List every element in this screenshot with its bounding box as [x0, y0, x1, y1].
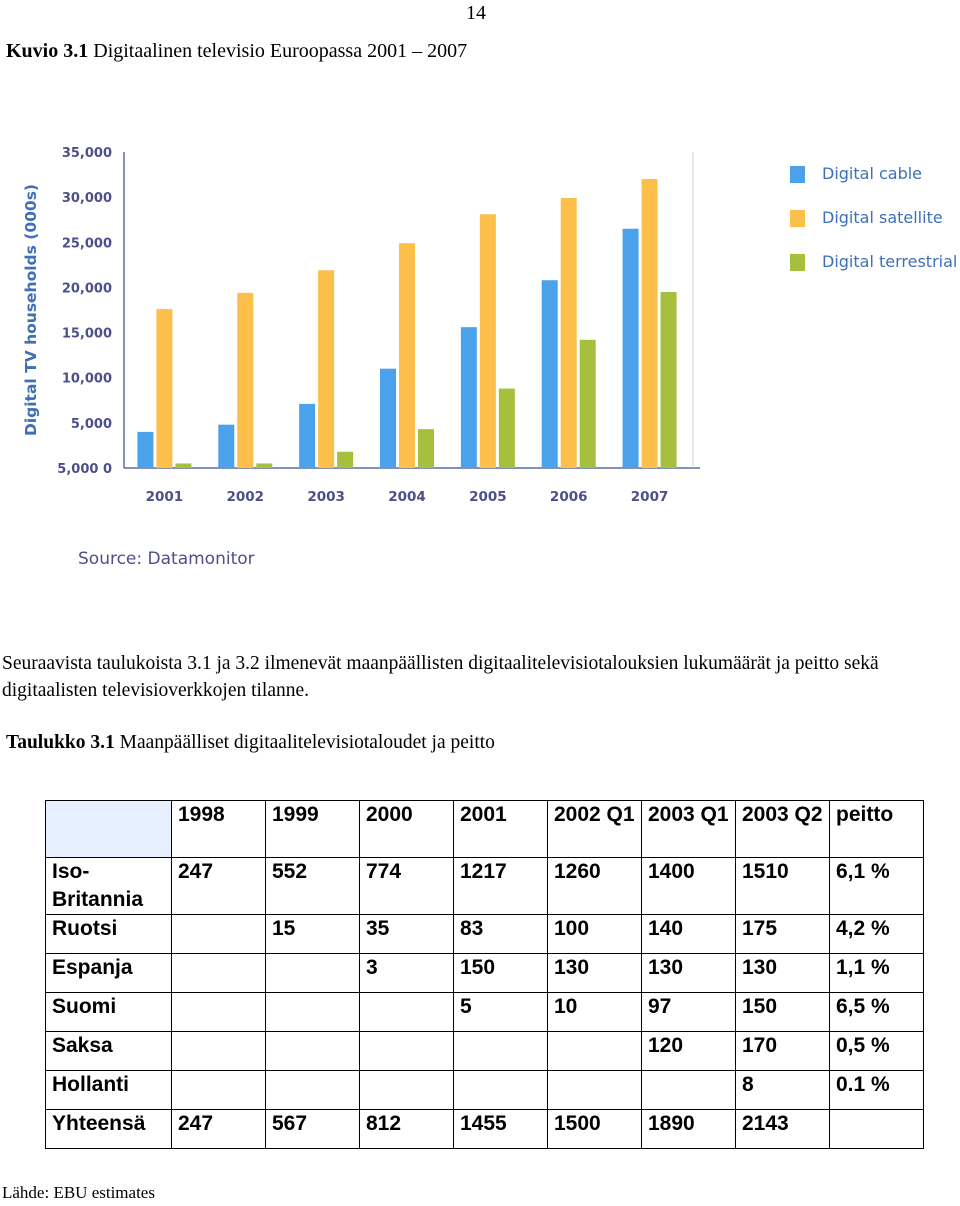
x-tick-label: 2004 — [388, 489, 426, 505]
table-cell: 1500 — [548, 1110, 642, 1149]
table-cell — [454, 1071, 548, 1110]
y-tick-label: 25,000 — [61, 236, 112, 252]
figure-label: Kuvio 3.1 — [6, 40, 89, 62]
bar — [256, 463, 272, 468]
table-cell: 247 — [172, 858, 266, 915]
table-cell: 1217 — [454, 858, 548, 915]
bar — [156, 309, 172, 468]
table-cell: 812 — [360, 1110, 454, 1149]
table-row-label: Ruotsi — [46, 915, 172, 954]
table-cell — [830, 1110, 924, 1149]
table-cell: 97 — [642, 993, 736, 1032]
table-cell: 35 — [360, 915, 454, 954]
table-row-label: Espanja — [46, 954, 172, 993]
table-header-cell: peitto — [830, 801, 924, 858]
table-cell: 552 — [266, 858, 360, 915]
x-tick-label: 2003 — [307, 489, 345, 505]
table-cell — [548, 1071, 642, 1110]
table-cell: 2143 — [736, 1110, 830, 1149]
table-cell: 10 — [548, 993, 642, 1032]
legend-label: Digital satellite — [822, 208, 943, 227]
table-row-label: Hollanti — [46, 1071, 172, 1110]
y-tick-label: 10,000 — [61, 371, 112, 387]
table-cell: 1260 — [548, 858, 642, 915]
table-cell: 8 — [736, 1071, 830, 1110]
table-header-cell: 2003 Q2 — [736, 801, 830, 858]
table-cell: 1890 — [642, 1110, 736, 1149]
y-tick-label: 15,000 — [61, 326, 112, 342]
table-cell: 0,5 % — [830, 1032, 924, 1071]
table-cell: 247 — [172, 1110, 266, 1149]
y-axis-title: Digital TV households (000s) — [22, 183, 40, 437]
table-row-label: Saksa — [46, 1032, 172, 1071]
bar — [580, 340, 596, 468]
bar — [623, 229, 639, 468]
table-cell: 1,1 % — [830, 954, 924, 993]
bar — [299, 404, 315, 468]
legend-swatch — [790, 210, 805, 227]
y-tick-label: 5,000 — [70, 416, 112, 432]
table-row-label: Yhteensä — [46, 1110, 172, 1149]
y-tick-label: 30,000 — [61, 191, 112, 207]
table-source: Lähde: EBU estimates — [2, 1183, 155, 1202]
table-cell — [172, 1071, 266, 1110]
table-header-cell: 2001 — [454, 801, 548, 858]
table-row — [46, 858, 924, 915]
table-header-cell: 2000 — [360, 801, 454, 858]
body-paragraph: Seuraavista taulukoista 3.1 ja 3.2 ilmenevät maanpäällisten digitaalitelevisiotalouksien lukumäärät ja peitto sekä digitaalisten televisioverkkojen tilanne. — [2, 653, 879, 701]
x-tick-label: 2007 — [630, 489, 669, 505]
table-header-cell: 2002 Q1 — [548, 801, 642, 858]
table-cell: 120 — [642, 1032, 736, 1071]
table-cell: 130 — [736, 954, 830, 993]
table-cell: 0.1 % — [830, 1071, 924, 1110]
table-row — [46, 915, 924, 954]
table-cell — [172, 954, 266, 993]
table-cell — [172, 915, 266, 954]
table-cell — [642, 1071, 736, 1110]
table-header-cell: 1999 — [266, 801, 360, 858]
table-cell: 3 — [360, 954, 454, 993]
bar — [542, 280, 558, 468]
table-row-label: Iso-Britannia — [46, 858, 172, 915]
table-caption — [6, 732, 495, 754]
page-number: 14 — [466, 2, 486, 24]
data-table — [45, 800, 924, 1149]
x-tick-label: 2006 — [549, 489, 588, 505]
table-cell — [454, 1032, 548, 1071]
bar — [237, 293, 253, 468]
table-cell: 130 — [642, 954, 736, 993]
x-tick-label: 2001 — [145, 489, 184, 505]
bar — [661, 292, 677, 468]
table-cell: 100 — [548, 915, 642, 954]
bar — [499, 389, 515, 468]
table-cell: 1400 — [642, 858, 736, 915]
table-cell: 6,1 % — [830, 858, 924, 915]
y-tick-label: 35,000 — [61, 146, 112, 161]
table-cell — [548, 1032, 642, 1071]
bar — [218, 425, 234, 468]
bar-chart — [0, 130, 960, 590]
table-cell — [360, 1071, 454, 1110]
x-tick-label: 2005 — [469, 489, 507, 505]
table-row — [46, 1032, 924, 1071]
bar — [461, 327, 477, 468]
table-cell: 170 — [736, 1032, 830, 1071]
table-cell: 150 — [454, 954, 548, 993]
table-cell: 140 — [642, 915, 736, 954]
table-row — [46, 954, 924, 993]
table-cell — [266, 993, 360, 1032]
chart-source: Source: Datamonitor — [78, 549, 255, 569]
bar — [380, 369, 396, 468]
table-cell: 130 — [548, 954, 642, 993]
bar — [561, 198, 577, 468]
table-header-cell: 1998 — [172, 801, 266, 858]
bar — [337, 452, 353, 468]
legend-label: Digital cable — [822, 164, 923, 183]
y-tick-label: 5,000 0 — [57, 462, 112, 477]
table-cell — [266, 1071, 360, 1110]
bar — [137, 432, 153, 468]
legend-label: Digital terrestrial — [822, 252, 958, 271]
table-row-label: Suomi — [46, 993, 172, 1032]
table-cell: 1455 — [454, 1110, 548, 1149]
table-title: Maanpäälliset digitaalitelevisiotaloudet ja peitto — [119, 732, 495, 753]
table-cell: 6,5 % — [830, 993, 924, 1032]
legend-swatch — [790, 166, 805, 183]
table-cell: 150 — [736, 993, 830, 1032]
bar — [480, 214, 496, 468]
table-cell — [266, 1032, 360, 1071]
table-cell: 5 — [454, 993, 548, 1032]
table-cell — [360, 993, 454, 1032]
table-cell: 175 — [736, 915, 830, 954]
table-header-cell — [46, 801, 172, 858]
figure-title: Digitaalinen televisio Euroopassa 2001 – 2007 — [93, 40, 468, 62]
table-cell: 83 — [454, 915, 548, 954]
table-row — [46, 1071, 924, 1110]
table-cell: 567 — [266, 1110, 360, 1149]
table-cell: 4,2 % — [830, 915, 924, 954]
table-cell: 15 — [266, 915, 360, 954]
bar — [318, 270, 334, 468]
bar — [175, 463, 191, 468]
table-row — [46, 993, 924, 1032]
table-row — [46, 1110, 924, 1149]
table-cell — [266, 954, 360, 993]
y-tick-label: 20,000 — [61, 281, 112, 297]
bar — [418, 429, 434, 468]
legend-swatch — [790, 254, 805, 271]
table-cell: 1510 — [736, 858, 830, 915]
table-header-row — [46, 801, 924, 858]
bar — [642, 179, 658, 468]
table-header-cell: 2003 Q1 — [642, 801, 736, 858]
table-label: Taulukko 3.1 — [6, 732, 115, 753]
x-tick-label: 2002 — [226, 489, 265, 505]
bar — [399, 243, 415, 468]
table-cell — [172, 1032, 266, 1071]
figure-caption — [6, 40, 467, 63]
table-cell — [172, 993, 266, 1032]
table-cell — [360, 1032, 454, 1071]
table-cell: 774 — [360, 858, 454, 915]
